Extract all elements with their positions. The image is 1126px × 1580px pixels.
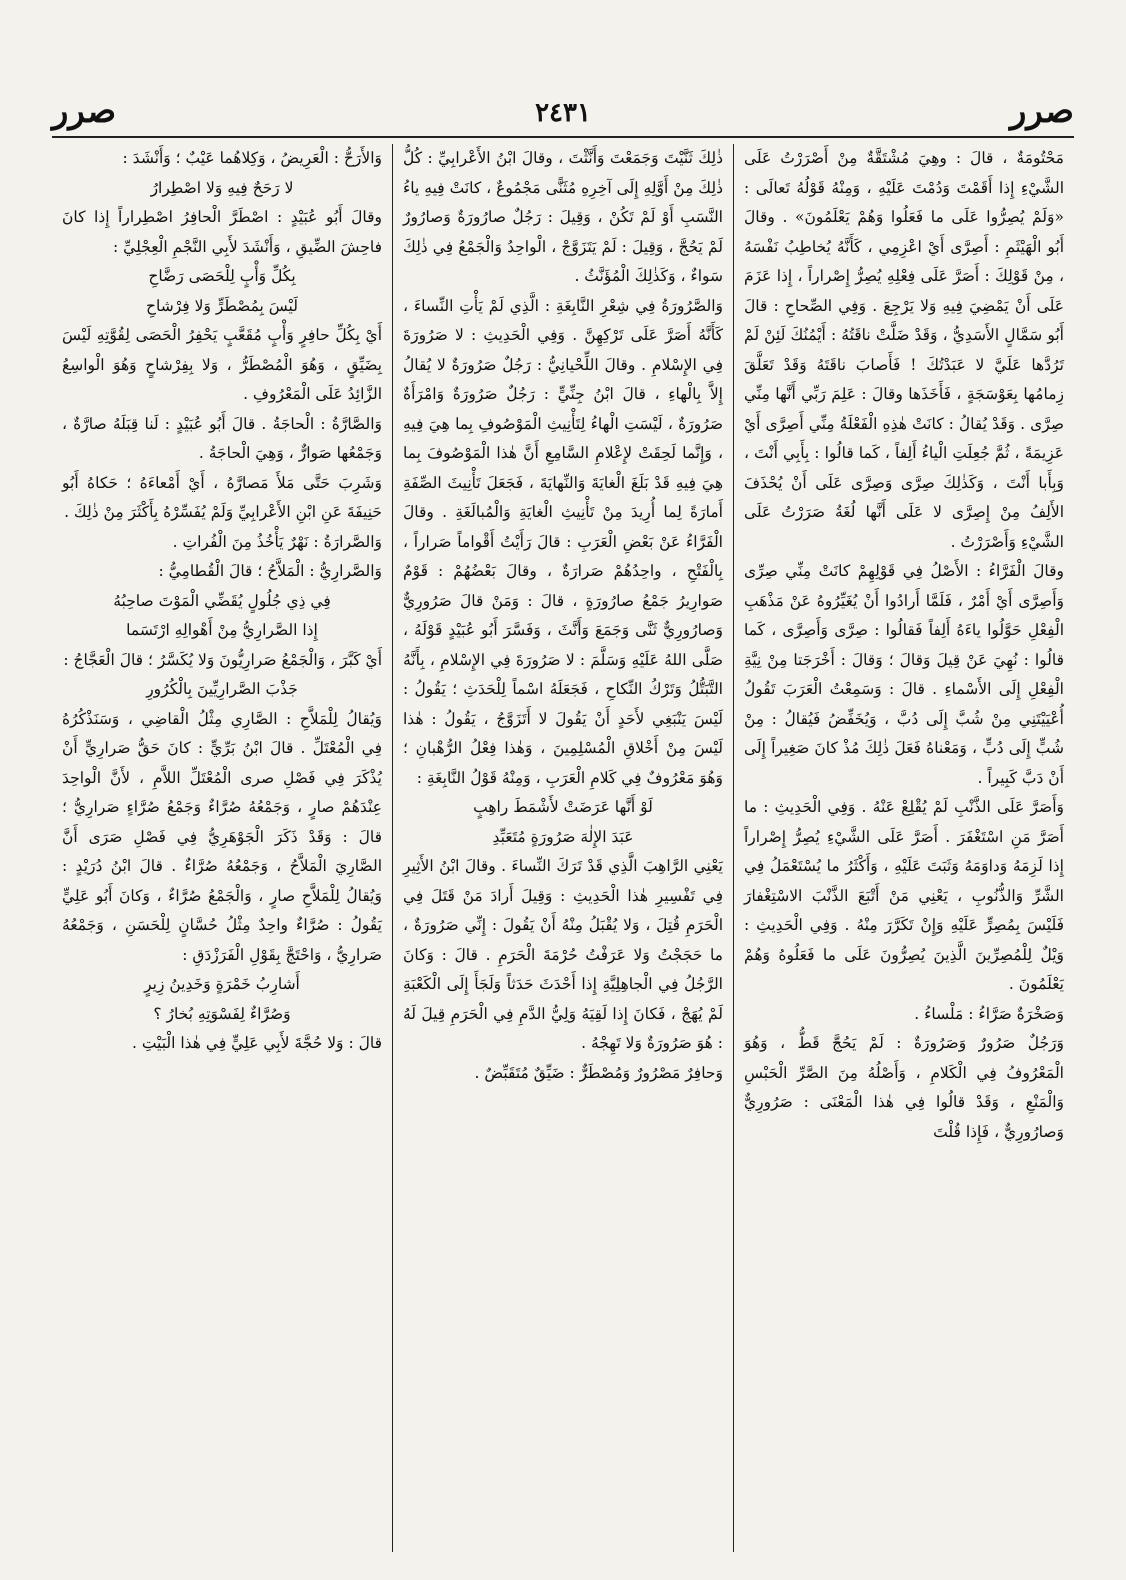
column-middle [393, 144, 733, 1552]
headword-left: صرر [52, 91, 117, 131]
verse-line: أَشارِبُ خَمْرَةٍ وَخَدِينُ زِيرٍ [144, 975, 300, 993]
paragraph: وقالَ الْفَرَّاءُ : الأَصْلُ فِي قَوْلِهِمْ كانَتْ مِنِّي صِرِّى وَأَصِرَّى أَيْ أَمْرٌ ، فَلَمَّا أَرادُوا أَنْ يُغَيِّرُوهُ عَنْ مَذْهَبِ الْفِعْلِ حَوَّلُوا ياءَهُ أَلِفاً فَقالُوا : صِرَّى وَأَصِرَّى ، كَما قالُوا : نُهِيَ عَنْ قِيلَ وَقالَ ؛ وَقالَ : أَخْرَجَتا مِنْ نِيَّةِ الْفِعْلِ إِلَى الأَسْماءِ . قالَ : وَسَمِعْتُ الْعَرَبَ تَقُولُ أُعْيَيْتَنِي مِنْ شُبَّ إِلَى دُبَّ ، وَيُخَفِّضُ فَيُقالُ : مِنْ شُبٍّ إِلَى دُبٍّ ، وَمَعْناهُ فَعَلَ ذٰلِكَ مُذْ كانَ صَغِيراً إِلَى أَنْ دَبَّ كَبِيراً . [744, 562, 1064, 787]
paragraph: مَحْتُومَةٌ ، قالَ : وهِيَ مُشْتَقَّةٌ مِنْ أَصْرَرْتُ عَلَى الشَّيْءِ إِذا أَقَمْتَ وَدُمْتَ عَلَيْهِ ، وَمِنْهُ قَوْلُهُ تَعالَى : «وَلَمْ يُصِرُّوا عَلَى ما فَعَلُوا وَهُمْ يَعْلَمُونَ» . وقالَ أَبُو الْهَيْثَمِ : أَصِرَّى أَيْ اعْزِمِي ، كَأَنَّهُ يُخاطِبُ نَفْسَهُ ، مِنْ قَوْلِكَ : أَصَرَّ عَلَى فِعْلِهِ يُصِرُّ إِصْراراً ، إِذا عَزَمَ عَلَى أَنْ يَمْضِيَ فِيهِ وَلا يَرْجِعَ . وَفِي الصِّحاحِ : قالَ أَبُو سَمَّالٍ الأَسَدِيُّ ، وَقَدْ ضَلَّتْ ناقَتُهُ : أَيْمُنُكَ لَئِنْ لَمْ تَرُدَّها عَلَيَّ لا عَبَدْتُكَ ! فَأَصابَ ناقَتَهُ وَقَدْ تَعَلَّقَ زِمامُها بِعَوْسَجَةٍ ، فَأَخَذَها وقالَ : عَلِمَ رَبِّي أَنَّها مِنِّي صِرَّى . وَقَدْ يُقالُ : كانَتْ هٰذِهِ الْفَعْلَةُ مِنِّي أَصِرَّى أَيْ عَزِيمَةً ، ثُمَّ جُعِلَتِ الْياءُ أَلِفاً ، كَما قالُوا : بِأَبِي أَنْتَ ، وَبِأَبا أَنْتَ ، وَكَذٰلِكَ صِرَّى وَصِرَّى عَلَى أَنْ يُحْذَفَ الأَلِفُ مِنْ إِصِرَّى لا عَلَى أَنَّها لُغَةُ صَرَرْتُ عَلَى الشَّيْءِ وَأَصْرَرْتُ . [744, 149, 1064, 551]
paragraph: قالَ : وَلا حُجَّةَ لأَبِي عَلِيٍّ فِي هٰذا الْبَيْتِ . [131, 1034, 382, 1052]
verse-line: لَوْ أَنَّها عَرَضَتْ لأَشْمَطَ راهِبٍ [473, 798, 653, 816]
column-left [52, 144, 392, 1552]
headword-right: صرر [1009, 91, 1074, 131]
paragraph: وقالَ أَبُو عُبَيْدٍ : اصْطَرَّ الْحافِرُ اصْطِراراً إِذا كانَ فاحِشَ الضِّيقِ ، وَأَنْشَدَ لأَبِي النَّجْمِ الْعِجْلِيِّ : [62, 208, 382, 256]
verse-line: عَبَدَ الإِلٰهَ صَرُورَةٍ مُتَعَبِّدِ [492, 827, 634, 846]
column-right [734, 144, 1074, 1552]
paragraph: يَعْنِي الرَّاهِبَ الَّذِي قَدْ تَرَكَ النِّساءَ . وقالَ ابْنُ الأَثِيرِ فِي تَفْسِيرِ هٰذا الْحَدِيثِ : وَقِيلَ أَرادَ مَنْ قَتَلَ فِي الْحَرَمِ قُتِلَ ، وَلا يُقْبَلُ مِنْهُ أَنْ يَقُولَ : إِنِّي صَرُورَةٌ ، ما حَجَجْتُ وَلا عَرَفْتُ حُرْمَةَ الْحَرَمِ . قالَ : وَكانَ الرَّجُلُ فِي الْجاهِلِيَّةِ إِذا أَحْدَثَ حَدَثاً وَلَجَأَ إِلَى الْكَعْبَةِ لَمْ يُهَجْ ، فَكانَ إِذا لَقِيَهُ وَلِيُّ الدَّمِ فِي الْحَرَمِ قِيلَ لَهُ : هُوَ صَرُورَةٌ وَلا تَهِجْهُ . [403, 857, 723, 1052]
paragraph: وَصَخْرَةٌ صَرَّاءُ : مَلْساءُ . [914, 1004, 1064, 1023]
paragraph: وَالصَّرارِيُّ : الْمَلاَّحُ ؛ قالَ الْقُطامِيُّ : [158, 562, 382, 580]
paragraph: وَالأَرَحُّ : الْعَرِيضُ ، وَكِلاهُما عَيْبٌ ؛ وَأَنْشَدَ : [122, 149, 382, 167]
paragraph: وَأَصَرَّ عَلَى الذَّنْبِ لَمْ يُقْلِعْ عَنْهُ . وَفِي الْحَدِيثِ : ما أَصَرَّ مَنِ اسْتَغْفَرَ . أَصَرَّ عَلَى الشَّيْءِ يُصِرُّ إِصْراراً إِذا لَزِمَهُ وَداوَمَهُ وَثَبَتَ عَلَيْهِ ، وَأَكْثَرُ ما يُسْتَعْمَلُ فِي الشَّرِّ وَالذُّنُوبِ ، يَعْنِي مَنْ أَتْبَعَ الذَّنْبَ الاسْتِغْفارَ فَلَيْسَ بِمُصِرٍّ عَلَيْهِ وَإِنْ تَكَرَّرَ مِنْهُ . وَفِي الْحَدِيثِ : وَيْلٌ لِلْمُصِرِّينَ الَّذِينَ يُصِرُّونَ عَلَى ما فَعَلُوهُ وَهُمْ يَعْلَمُونَ . [744, 798, 1064, 993]
paragraph: أَيْ كَبَّرَ ، وَالْجَمْعُ صَرارِيُّونَ وَلا يُكَسَّرُ ؛ قالَ الْعَجَّاجُ : [63, 650, 382, 669]
paragraph: وَالصَّرارَةُ : نَهْرٌ يَأْخُذُ مِنَ الْفُراتِ . [172, 532, 382, 551]
paragraph: وَالصَّرُورَةُ فِي شِعْرِ النَّابِغَةِ : الَّذِي لَمْ يَأْتِ النِّساءَ ، كَأَنَّهُ أَصَرَّ عَلَى تَرْكِهِنَّ . وَفِي الْحَدِيثِ : لا صَرُورَةَ فِي الإِسْلامِ . وقالَ اللِّحْيانِيُّ : رَجُلٌ صَرُورَةٌ لا يُقالُ إِلاَّ بِالْهاءِ ، قالَ ابْنُ جِنِّيٍّ : رَجُلٌ صَرُورَةٌ وَامْرَأَةٌ صَرُورَةٌ ، لَيْسَتِ الْهاءُ لِتَأْنِيثِ الْمَوْصُوفِ بِما هِيَ فِيهِ ، وَإِنَّما لَحِقَتْ لإِعْلامِ السَّامِعِ أَنَّ هٰذا الْمَوْصُوفَ بِما هِيَ فِيهِ قَدْ بَلَغَ الْغايَةَ وَالنِّهايَةَ ، فَجَعَلَ تَأْنِيثَ الصِّفَةِ أَمارَةً لِما أُرِيدَ مِنْ تَأْنِيثِ الْغايَةِ وَالْمُبالَغَةِ . وقالَ الْفَرَّاءُ عَنْ بَعْضِ الْعَرَبِ : قالَ رَأَيْتُ أَقْواماً صَراراً ، بِالْفَتْحِ ، واحِدُهُمْ صَرارَةٌ ، وقالَ بَعْضُهُمْ : قَوْمٌ صَوارِيرُ جَمْعُ صارُورَةٍ ، قالَ : وَمَنْ قالَ صَرُورِيٌّ وَصارُورِيٌّ ثَنَّى وَجَمَعَ وَأَنَّثَ ، وَفَسَّرَ أَبُو عُبَيْدٍ قَوْلَهُ ، صَلَّى اللهُ عَلَيْهِ وَسَلَّمَ : لا صَرُورَةَ فِي الإِسْلامِ ، بِأَنَّهُ التَّبَتُّلُ وَتَرْكُ النِّكاحِ ، فَجَعَلَهُ اسْماً لِلْحَدَثِ ؛ يَقُولُ : لَيْسَ يَنْبَغِي لأَحَدٍ أَنْ يَقُولَ لا أَتَزَوَّجُ ، يَقُولُ : هٰذا لَيْسَ مِنْ أَخْلاقِ الْمُسْلِمِينَ ، وَهٰذا فِعْلُ الرُّهْبانِ ؛ وَهُوَ مَعْرُوفٌ فِي كَلامِ الْعَرَبِ ، وَمِنْهُ قَوْلُ النَّابِغَةِ : [403, 296, 723, 787]
page-header [52, 76, 1074, 138]
column-divider [733, 144, 734, 1552]
verse-line: إِذا الصَّرارِيُّ مِنْ أَهْوالِهِ ارْتَسَما [126, 621, 318, 639]
verse-line: لا رَحَحٌ فِيهِ وَلا اصْطِرارُ [150, 178, 294, 197]
paragraph: وَرَجُلٌ صَرُورٌ وَصَرُورَةٌ : لَمْ يَحُجَّ قَطُّ ، وَهُوَ الْمَعْرُوفُ فِي الْكَلامِ ، وَأَصْلُهُ مِنَ الصَّرِّ الْحَبْسِ وَالْمَنْعِ ، وَقَدْ قالُوا فِي هٰذا الْمَعْنَى : صَرُورِيٌّ وَصارُورِيٌّ ، فَإِذا قُلْتَ [744, 1034, 1064, 1141]
paragraph: وَيُقالُ لِلْمَلاَّحِ : الصَّارِي مِثْلُ الْقاضِي ، وَسَنَذْكُرُهُ فِي الْمُعْتَلِّ . قالَ ابْنُ بَرِّيٍّ : كانَ حَقُّ صَرارِيٍّ أَنْ يُذْكَرَ فِي فَصْلِ صرى الْمُعْتَلِّ اللاَّمِ ، لأَنَّ الْواحِدَ عِنْدَهُمْ صارٍ ، وَجَمْعُهُ صُرَّاءٌ وَجَمْعُ صُرَّاءٍ صَرارِيُّ ؛ قالَ : وَقَدْ ذَكَرَ الْجَوْهَرِيُّ فِي فَصْلِ صَرَى أَنَّ الصَّارِيَ الْمَلاَّحُ ، وَجَمْعُهُ صُرَّاءٌ . قالَ ابْنُ دُرَيْدٍ : وَيُقالُ لِلْمَلاَّحِ صارٍ ، وَالْجَمْعُ صُرَّاءٌ ، وَكانَ أَبُو عَلِيٍّ يَقُولُ : صُرَّاءٌ واحِدٌ مِثْلُ حُسَّانٍ لِلْحَسَنِ ، وَجَمْعُهُ صَرارِيُّ ، وَاحْتَجَّ بِقَوْلِ الْفَرَزْدَقِ : [62, 709, 382, 964]
paragraph: ذٰلِكَ ثَنَّيْتَ وَجَمَعْتَ وَأَنَّثْتَ ، وقالَ ابْنُ الأَعْرابِيِّ : كُلُّ ذٰلِكَ مِنْ أَوَّلِهِ إِلَى آخِرِهِ مُثَنًّى مَجْمُوعٌ ، كانَتْ فِيهِ ياءُ النَّسَبِ أَوْ لَمْ تَكُنْ ، وَقِيلَ : رَجُلٌ صارُورَةٌ وَصارُورٌ لَمْ يَحُجَّ ، وَقِيلَ : لَمْ يَتَزَوَّجْ ، الْواحِدُ وَالْجَمْعُ فِي ذٰلِكَ سَواءٌ ، وَكَذٰلِكَ الْمُؤَنَّثُ . [403, 149, 723, 285]
paragraph: وَالصَّارَّةُ : الْحاجَةُ . قالَ أَبُو عُبَيْدٍ : لَنا قِبَلَهُ صارَّةٌ ، وَجَمْعُها صَوارٌّ ، وَهِيَ الْحاجَةُ . [62, 414, 382, 462]
verse-line: لَيْسَ بِمُصْطَرٍّ وَلا فِرْشاحِ [146, 296, 298, 315]
page-number: ٢٤٣١ [535, 98, 591, 128]
verse-line: بِكُلِّ وَأْبٍ لِلْحَصَى رَضَّاحِ [148, 267, 296, 285]
text-columns [52, 144, 1074, 1552]
verse-line: جَذْبَ الصَّرارِيِّينَ بِالْكُرُورِ [146, 680, 298, 698]
paragraph: وَشَرِبَ حَتَّى مَلأَ مَصارَّهُ ، أَيْ أَمْعاءَهُ ؛ حَكاهُ أَبُو حَنِيفَةَ عَنِ ابْنِ الأَعْرابِيِّ وَلَمْ يُفَسِّرْهُ بِأَكْثَرَ مِنْ ذٰلِكَ . [62, 473, 382, 521]
verse-line: فِي ذِي جُلُولٍ يُقَضِّي الْمَوْتَ صاحِبُهُ [113, 591, 331, 610]
column-divider [392, 144, 393, 1552]
paragraph: وَحافِرٌ مَصْرُورٌ وَمُصْطَرٌّ : ضَيِّقٌ مُتَقَبِّضٌ . [474, 1063, 723, 1082]
paragraph: أَيْ بِكُلِّ حافِرٍ وَأْبٍ مُقَعَّبٍ يَحْفِرُ الْحَصَى لِقُوَّتِهِ لَيْسَ بِضَيِّقٍ ، وَهُوَ الْمُصْطَرُّ ، وَلا بِفِرْشاحٍ وَهُوَ الْواسِعُ الزَّائِدُ عَلَى الْمَعْرُوفِ . [62, 326, 382, 403]
verse-line: وَصُرَّاءٌ لِفَسْوَتِهِ بُخارُ ؟ [153, 1004, 291, 1023]
